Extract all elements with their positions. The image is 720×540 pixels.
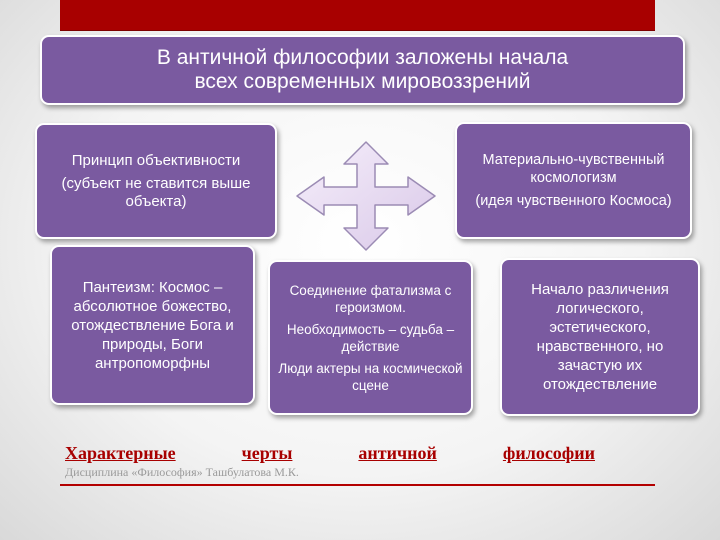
box-fatalism-actors: Люди актеры на космической сцене [278, 360, 463, 393]
box-pantheism [50, 245, 255, 405]
footer-title [65, 443, 595, 465]
top-bar [60, 0, 655, 31]
title-line-2: всех современных мировоззрений [194, 70, 531, 93]
box-fatalism-heading: Соединение фатализма с героизмом. [289, 282, 452, 315]
footer-divider [60, 484, 655, 486]
page-title [40, 35, 685, 105]
box-material-cosmologism [455, 122, 692, 239]
box-cosmologism-heading: Материально-чувственный космологизм [482, 152, 665, 186]
box-objectivity-principle [35, 123, 277, 239]
box-objectivity-note: (субъект не ставится выше объекта) [61, 174, 251, 210]
box-objectivity-heading: Принцип объективности [71, 151, 241, 169]
four-way-arrow-icon [295, 140, 437, 252]
box-cosmologism-note: (идея чувственного Космоса) [475, 193, 672, 209]
box-pantheism-text: Пантеизм: Космос – абсолютное божество, отождествление Бога и природы, Боги антропоморфны [71, 278, 234, 372]
footer-subtitle: Дисциплина «Философия» Ташбулатова М.К. [65, 465, 299, 479]
box-fatalism-heroism [268, 260, 473, 415]
footer-title-word: философии [502, 443, 595, 463]
title-line-1: В античной философии заложены начала [156, 46, 569, 69]
footer-title-word: античной [358, 443, 437, 463]
box-distinction [500, 258, 700, 416]
box-distinction-text: Начало различения логического, эстетического, нравственного, но зачастую их отождествление [531, 281, 669, 393]
box-fatalism-necessity: Необходимость – судьба – действие [286, 321, 455, 354]
footer-title-word: Характерные [65, 443, 176, 463]
footer-title-word: черты [241, 443, 293, 463]
